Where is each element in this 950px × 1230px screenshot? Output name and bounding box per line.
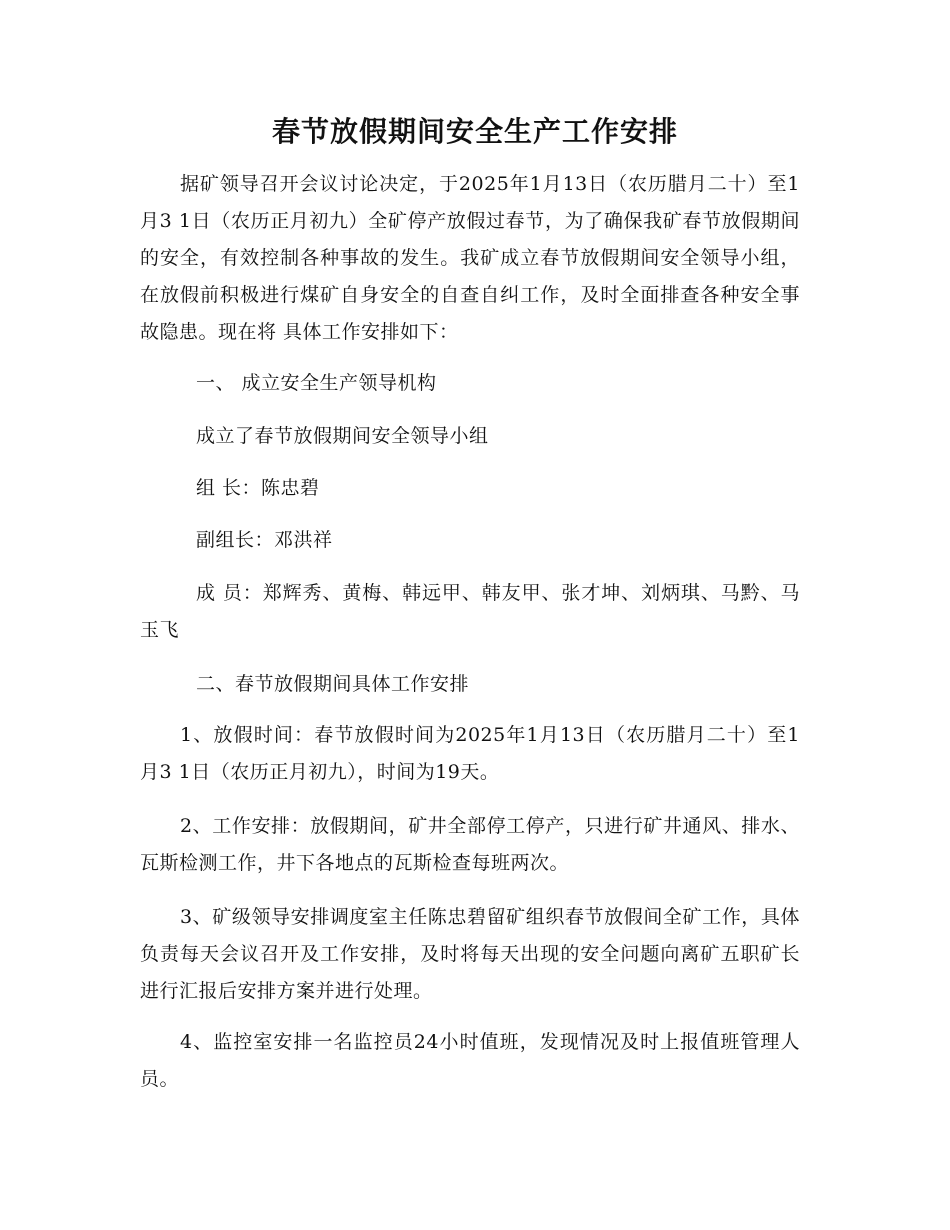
group-leader-line: 组 长：陈忠碧 bbox=[196, 477, 320, 499]
group-established-line: 成立了春节放假期间安全领导小组 bbox=[196, 425, 489, 447]
section-1-heading: 一、 成立安全生产领导机构 bbox=[196, 372, 437, 394]
item-4-paragraph: 4、监控室安排一名监控员24小时值班，发现情况及时上报值班管理人员。 bbox=[140, 1031, 800, 1090]
deputy-leader-line: 副组长：邓洪祥 bbox=[196, 529, 333, 551]
intro-paragraph: 据矿领导召开会议讨论决定，于2025年1月13日（农历腊月二十）至1月3 1日（农历正月初九）全矿停产放假过春节，为了确保我矿春节放假期间的安全，有效控制各种事故的发生。我矿成立春节放假期间安全领导小组，在放假前积极进行煤矿自身安全的自查自纠工作，及时全面排查各种安全事故隐患。现在将 具体工作安排如下： bbox=[140, 173, 800, 343]
document-title: 春节放假期间安全生产工作安排 bbox=[271, 115, 678, 148]
item-3-paragraph: 3、矿级领导安排调度室主任陈忠碧留矿组织春节放假间全矿工作，具体负责每天会议召开及工作安排，及时将每天出现的安全问题向离矿五职矿长进行汇报后安排方案并进行处理。 bbox=[140, 906, 800, 1002]
item-2-paragraph: 2、工作安排：放假期间，矿井全部停工停产，只进行矿井通风、排水、瓦斯检测工作，井下各地点的瓦斯检查每班两次。 bbox=[140, 815, 800, 874]
members-paragraph: 成 员：郑辉秀、黄梅、韩远甲、韩友甲、张才坤、刘炳琪、马黔、马玉飞 bbox=[140, 582, 800, 641]
section-2-heading: 二、春节放假期间具体工作安排 bbox=[196, 673, 470, 695]
item-1-paragraph: 1、放假时间：春节放假时间为2025年1月13日（农历腊月二十）至1月3 1日（农历正月初九），时间为19天。 bbox=[140, 724, 800, 783]
